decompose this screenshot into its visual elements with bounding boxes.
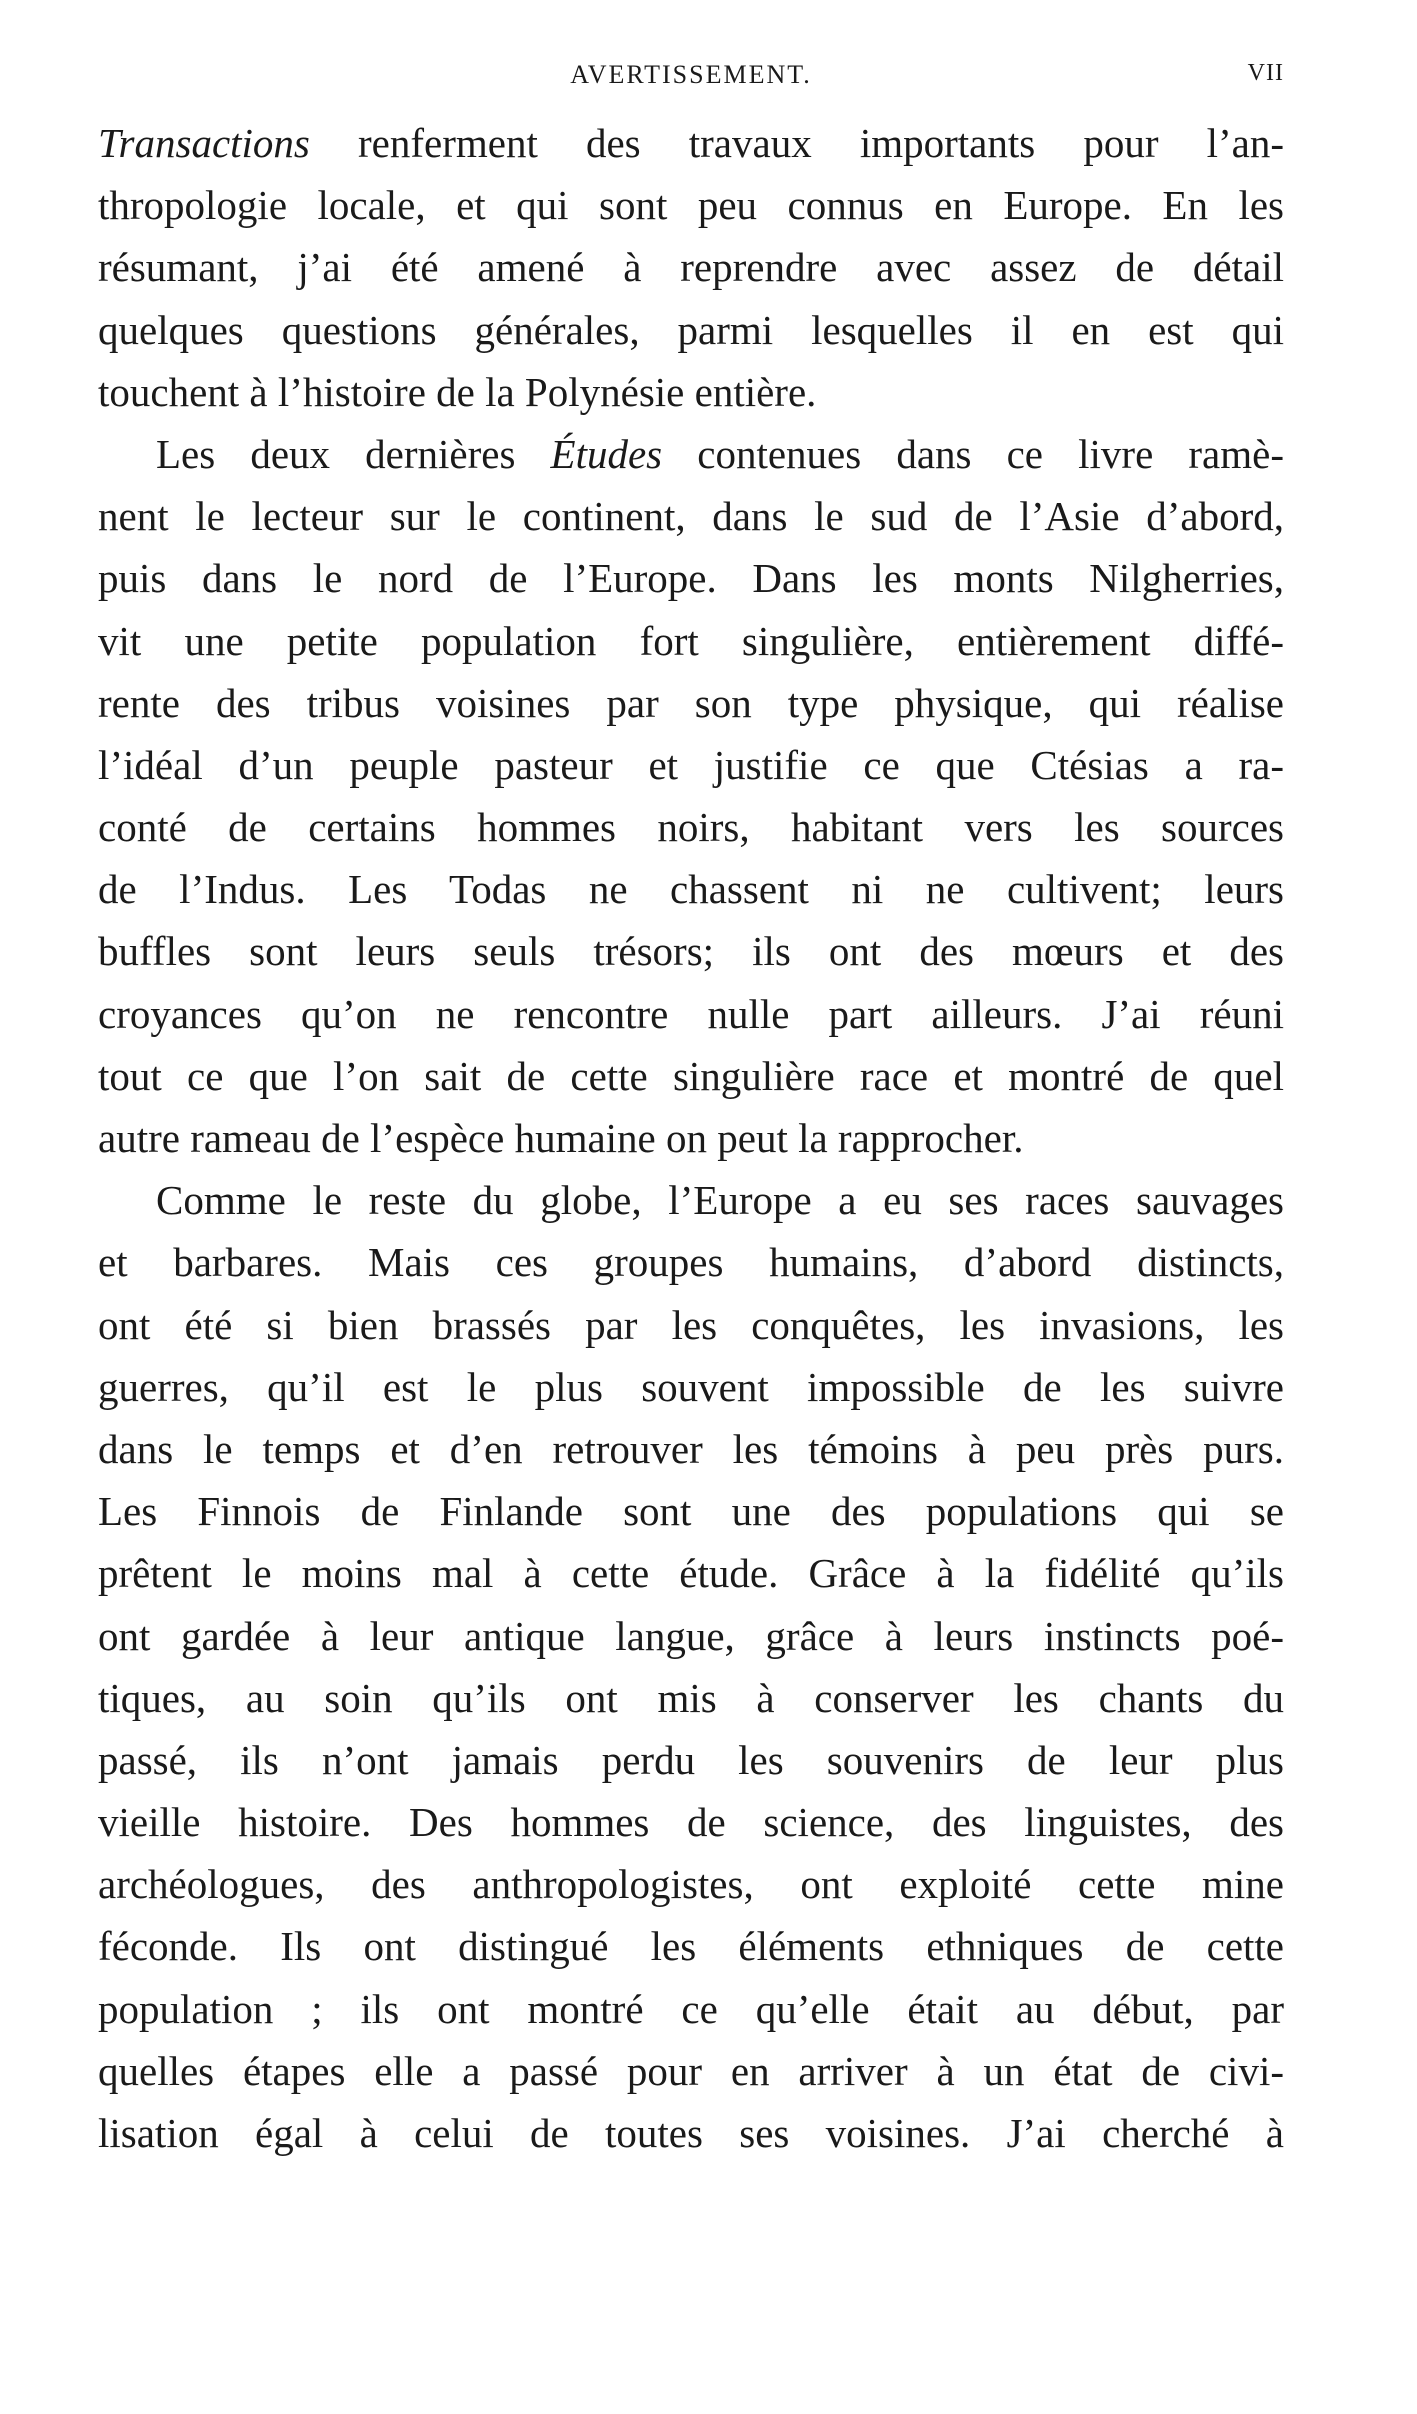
text-line: thropologie locale, et qui sont peu connus en Europe. En les: [98, 182, 1284, 229]
text-line: quelques questions générales, parmi lesquelles il en est qui: [98, 306, 1284, 353]
text-line: de l’Indus. Les Todas ne chassent ni ne cultivent; leurs: [98, 866, 1284, 913]
text-line: nent le lecteur sur le continent, dans le sud de l’Asie d’abord,: [98, 493, 1284, 540]
running-header: [98, 60, 1284, 100]
text-line: vit une petite population fort singulière, entièrement diffé-: [98, 617, 1284, 664]
paragraph-1: [98, 112, 1284, 423]
text-line: rente des tribus voisines par son type physique, qui réalise: [98, 679, 1284, 726]
text-line: et barbares. Mais ces groupes humains, d’abord distincts,: [98, 1239, 1284, 1286]
text-line: dans le temps et d’en retrouver les témoins à peu près purs.: [98, 1425, 1284, 1472]
text-line: ont été si bien brassés par les conquêtes, les invasions, les: [98, 1301, 1284, 1348]
text-line: prêtent le moins mal à cette étude. Grâce à la fidélité qu’ils: [98, 1550, 1284, 1597]
text-line: [98, 423, 1284, 485]
text-line: [98, 112, 1284, 174]
italic-term: Études: [550, 430, 663, 477]
text-line: Comme le reste du globe, l’Europe a eu ses races sauvages: [156, 1177, 1284, 1224]
text-line: féconde. Ils ont distingué les éléments ethniques de cette: [98, 1923, 1284, 1970]
text-line: l’idéal d’un peuple pasteur et justifie ce que Ctésias a ra-: [98, 741, 1284, 788]
text-line: guerres, qu’il est le plus souvent impossible de les suivre: [98, 1363, 1284, 1410]
text-fragment: renferment des travaux importants pour l’an-: [309, 120, 1284, 166]
text-line: lisation égal à celui de toutes ses voisines. J’ai cherché à: [98, 2110, 1284, 2156]
body-text: [98, 112, 1284, 2164]
text-line: quelles étapes elle a passé pour en arriver à un état de civi-: [98, 2047, 1284, 2094]
paragraph-3: [98, 1169, 1284, 2164]
text-line: archéologues, des anthropologistes, ont exploité cette mine: [98, 1861, 1284, 1908]
text-line: population ; ils ont montré ce qu’elle était au début, par: [98, 1985, 1284, 2032]
text-line: tiques, au soin qu’ils ont mis à conserver les chants du: [98, 1674, 1284, 1721]
text-line: ont gardée à leur antique langue, grâce à leurs instincts poé-: [98, 1612, 1284, 1659]
page-number: VII: [1247, 60, 1284, 86]
running-title: AVERTISSEMENT.: [570, 60, 812, 89]
text-line: autre rameau de l’espèce humaine on peut la rapprocher.: [98, 1115, 1024, 1161]
text-line: conté de certains hommes noirs, habitant vers les sources: [98, 804, 1284, 851]
italic-term: Transactions: [98, 120, 310, 166]
text-line: passé, ils n’ont jamais perdu les souvenirs de leur plus: [98, 1736, 1284, 1783]
text-line: croyances qu’on ne rencontre nulle part ailleurs. J’ai réuni: [98, 990, 1284, 1037]
text-fragment: contenues dans ce livre ramè-: [662, 430, 1284, 477]
text-line: résumant, j’ai été amené à reprendre avec assez de détail: [98, 244, 1284, 291]
text-line: vieille histoire. Des hommes de science, des linguistes, des: [98, 1799, 1284, 1846]
text-line: touchent à l’histoire de la Polynésie entière.: [98, 368, 817, 415]
text-line: puis dans le nord de l’Europe. Dans les monts Nilgherries,: [98, 555, 1284, 602]
text-line: Les Finnois de Finlande sont une des populations qui se: [98, 1488, 1284, 1535]
paragraph-2: [98, 423, 1284, 1169]
text-line: tout ce que l’on sait de cette singulière race et montré de quel: [98, 1052, 1284, 1099]
text-line: buffles sont leurs seuls trésors; ils ont des mœurs et des: [98, 928, 1284, 975]
text-fragment: Les deux dernières: [156, 430, 551, 477]
